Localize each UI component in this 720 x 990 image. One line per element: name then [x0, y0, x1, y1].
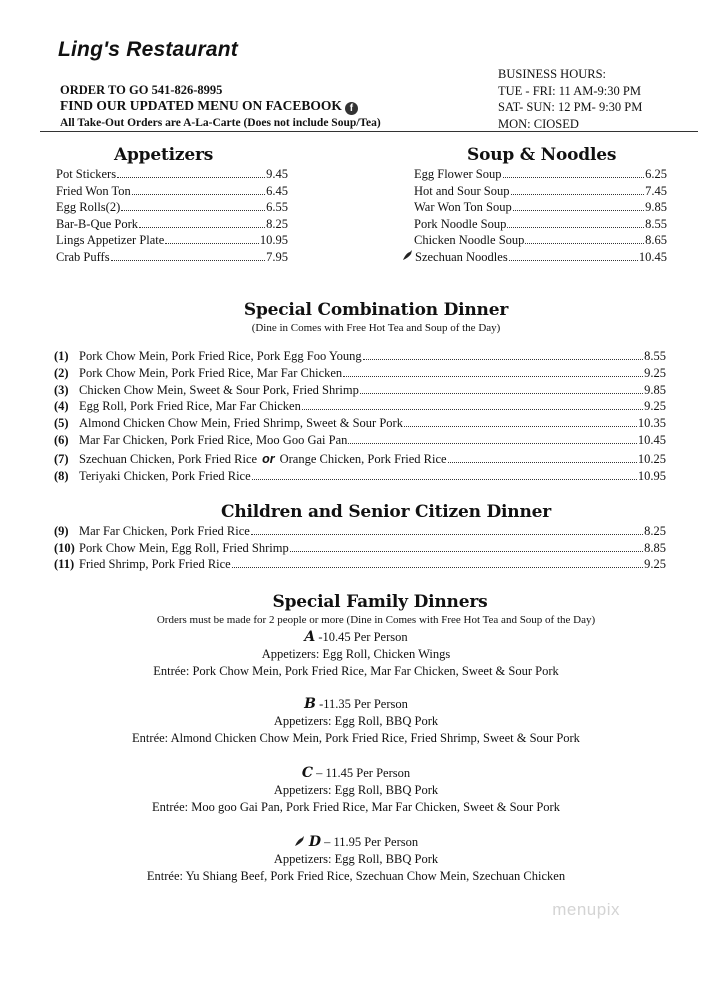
appetizers-title: Appetizers — [114, 145, 214, 165]
family-plan-b — [0, 696, 712, 747]
menu-item: Egg Rolls(2) 6.55 — [56, 200, 288, 215]
menu-item: (2) Pork Chow Mein, Pork Fried Rice, Mar Far Chicken 9.25 — [54, 365, 666, 380]
menu-item: Hot and Sour Soup 7.45 — [414, 183, 667, 198]
family-plan-a — [0, 629, 712, 680]
hours-weekday: TUE - FRI: 11 AM-9:30 PM — [498, 83, 641, 98]
facebook-icon: f — [345, 102, 358, 115]
hours-monday: MON: CIOSED — [498, 116, 579, 131]
combination-title: Special Combination Dinner — [243, 300, 509, 320]
takeout-note: All Take-Out Orders are A-La-Carte (Does not include Soup/Tea) — [60, 117, 381, 129]
menu-item: Bar-B-Que Pork 8.25 — [56, 216, 288, 231]
menu-item: (11) Fried Shrimp, Pork Fried Rice 9.25 — [54, 557, 666, 572]
menu-item: (5) Almond Chicken Chow Mein, Fried Shrimp, Sweet & Sour Pork 10.35 — [54, 416, 666, 431]
menu-item: (1) Pork Chow Mein, Pork Fried Rice, Pork Egg Foo Young 8.55 — [54, 349, 666, 363]
plan-appetizers: Appetizers: Egg Roll, Chicken Wings — [261, 647, 451, 661]
combination-subtitle: (Dine in Comes with Free Hot Tea and Soup of the Day) — [251, 322, 501, 334]
pepper-icon — [402, 249, 414, 261]
family-plan-c — [0, 765, 712, 816]
menu-item: (4) Egg Roll, Pork Fried Rice, Mar Far Chicken 9.25 — [54, 399, 666, 414]
header-divider — [40, 131, 698, 132]
plan-entree: Entrée: Yu Shiang Beef, Pork Fried Rice, Szechuan Chow Mein, Szechuan Chicken — [146, 869, 566, 883]
hours-weekend: SAT- SUN: 12 PM- 9:30 PM — [498, 100, 643, 114]
menu-item: (7) Szechuan Chicken, Pork Fried Rice or Orange Chicken, Pork Fried Rice 10.25 — [54, 451, 666, 466]
facebook-note: FIND OUR UPDATED MENU ON FACEBOOK — [60, 98, 342, 113]
plan-appetizers: Appetizers: Egg Roll, BBQ Pork — [273, 714, 439, 728]
hours-label: BUSINESS HOURS: — [498, 67, 607, 81]
soup-noodles-title: Soup & Noodles — [467, 145, 617, 165]
menu-item: (3) Chicken Chow Mein, Sweet & Sour Pork, Fried Shrimp 9.85 — [54, 382, 666, 397]
watermark: menupix — [552, 900, 620, 919]
plan-price-line: D – 11.95 Per Person — [0, 834, 712, 851]
children-title: Children and Senior Citizen Dinner — [221, 502, 551, 522]
plan-appetizers: Appetizers: Egg Roll, BBQ Pork — [273, 852, 439, 866]
family-plan-d — [0, 834, 712, 885]
menu-item: Fried Won Ton 6.45 — [56, 183, 288, 198]
pepper-icon — [294, 835, 306, 847]
menu-item: Chicken Noodle Soup 8.65 — [414, 233, 667, 248]
children-list — [54, 523, 666, 573]
menu-item: (10) Pork Chow Mein, Egg Roll, Fried Shrimp 8.85 — [54, 540, 666, 555]
order-info — [60, 82, 381, 131]
plan-entree: Entrée: Almond Chicken Chow Mein, Pork Fried Rice, Fried Shrimp, Sweet & Sour Pork — [132, 731, 580, 745]
menu-item: (8) Teriyaki Chicken, Pork Fried Rice 10.95 — [54, 468, 666, 483]
plan-price-line: B -11.35 Per Person — [304, 696, 408, 712]
facebook-line — [60, 98, 381, 115]
plan-price-line: A -10.45 Per Person — [304, 629, 408, 645]
plan-appetizers: Appetizers: Egg Roll, BBQ Pork — [273, 783, 439, 797]
business-hours — [498, 66, 642, 132]
menu-item: Pork Noodle Soup 8.55 — [414, 216, 667, 231]
appetizers-list — [56, 166, 288, 266]
family-subtitle: Orders must be made for 2 people or more (Dine in Comes with Free Hot Tea and Soup of the Day) — [156, 614, 596, 626]
combination-list — [54, 348, 666, 484]
menu-item: Lings Appetizer Plate 10.95 — [56, 233, 288, 248]
restaurant-name: Ling's Restaurant — [58, 38, 238, 61]
menu-item: Pot Stickers 9.45 — [56, 167, 288, 181]
plan-price-line: C – 11.45 Per Person — [301, 765, 411, 781]
order-to-go: ORDER TO GO 541-826-8995 — [60, 83, 223, 97]
menu-item: Szechuan Noodles 10.45 — [402, 249, 667, 266]
or-label: or — [262, 451, 275, 466]
menu-item: Crab Puffs 7.95 — [56, 249, 288, 264]
menu-item: (6) Mar Far Chicken, Pork Fried Rice, Moo Goo Gai Pan 10.45 — [54, 432, 666, 447]
menu-item: War Won Ton Soup 9.85 — [414, 200, 667, 215]
family-title: Special Family Dinners — [272, 592, 488, 612]
plan-entree: Entrée: Pork Chow Mein, Pork Fried Rice, Mar Far Chicken, Sweet & Sour Pork — [153, 664, 559, 678]
menu-item: (9) Mar Far Chicken, Pork Fried Rice 8.25 — [54, 524, 666, 538]
soup-noodles-list — [402, 166, 667, 266]
plan-entree: Entrée: Moo goo Gai Pan, Pork Fried Rice, Mar Far Chicken, Sweet & Sour Pork — [152, 800, 560, 814]
menu-item: Egg Flower Soup 6.25 — [414, 167, 667, 181]
